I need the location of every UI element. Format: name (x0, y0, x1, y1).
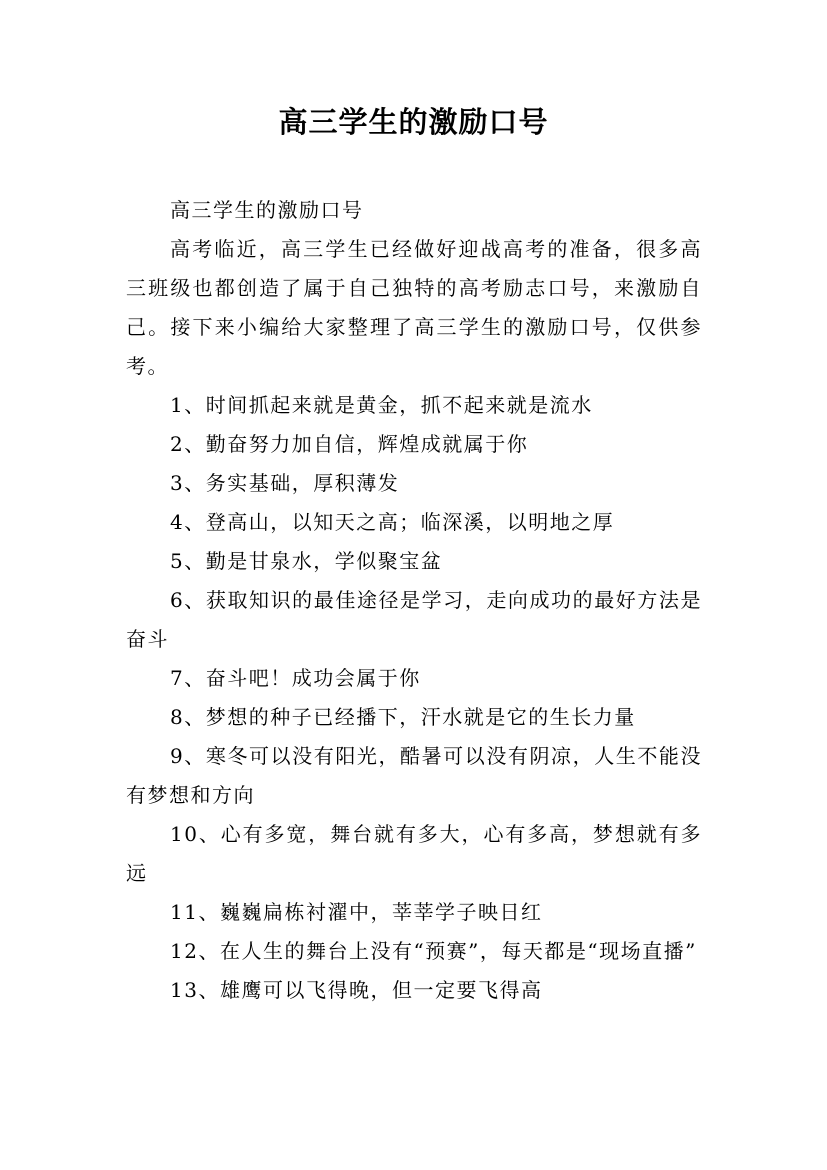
slogan-item: 7、奋斗吧！成功会属于你 (170, 666, 421, 690)
slogan-item: 1、时间抓起来就是黄金，抓不起来就是流水 (170, 393, 593, 417)
slogan-item: 3、务实基础，厚积薄发 (170, 471, 400, 495)
subtitle-paragraph: 高三学生的激励口号 (170, 198, 364, 222)
slogan-item: 11、巍巍扁栋衬濯中，莘莘学子映日红 (170, 900, 543, 924)
document-title: 高三学生的激励口号 (278, 105, 549, 139)
intro-paragraph: 高考临近，高三学生已经做好迎战高考的准备，很多高三班级也都创造了属于自己独特的高考励志口号，来激励自己。接下来小编给大家整理了高三学生的激励口号，仅供参考。 (126, 237, 702, 378)
slogan-item: 13、雄鹰可以飞得晚，但一定要飞得高 (170, 978, 543, 1002)
slogan-item: 5、勤是甘泉水，学似聚宝盆 (170, 549, 443, 573)
slogan-item: 12、在人生的舞台上没有“预赛”，每天都是“现场直播” (170, 939, 697, 963)
slogan-item: 4、登高山，以知天之高；临深溪，以明地之厚 (170, 510, 615, 534)
document-body (126, 191, 702, 1010)
slogan-item: 2、勤奋努力加自信，辉煌成就属于你 (170, 432, 529, 456)
slogan-item: 6、获取知识的最佳途径是学习，走向成功的最好方法是奋斗 (126, 588, 702, 651)
slogan-item: 8、梦想的种子已经播下，汗水就是它的生长力量 (170, 705, 636, 729)
slogan-item: 10、心有多宽，舞台就有多大，心有多高，梦想就有多远 (126, 822, 702, 885)
slogan-item: 9、寒冬可以没有阳光，酷暑可以没有阴凉，人生不能没有梦想和方向 (126, 744, 702, 807)
